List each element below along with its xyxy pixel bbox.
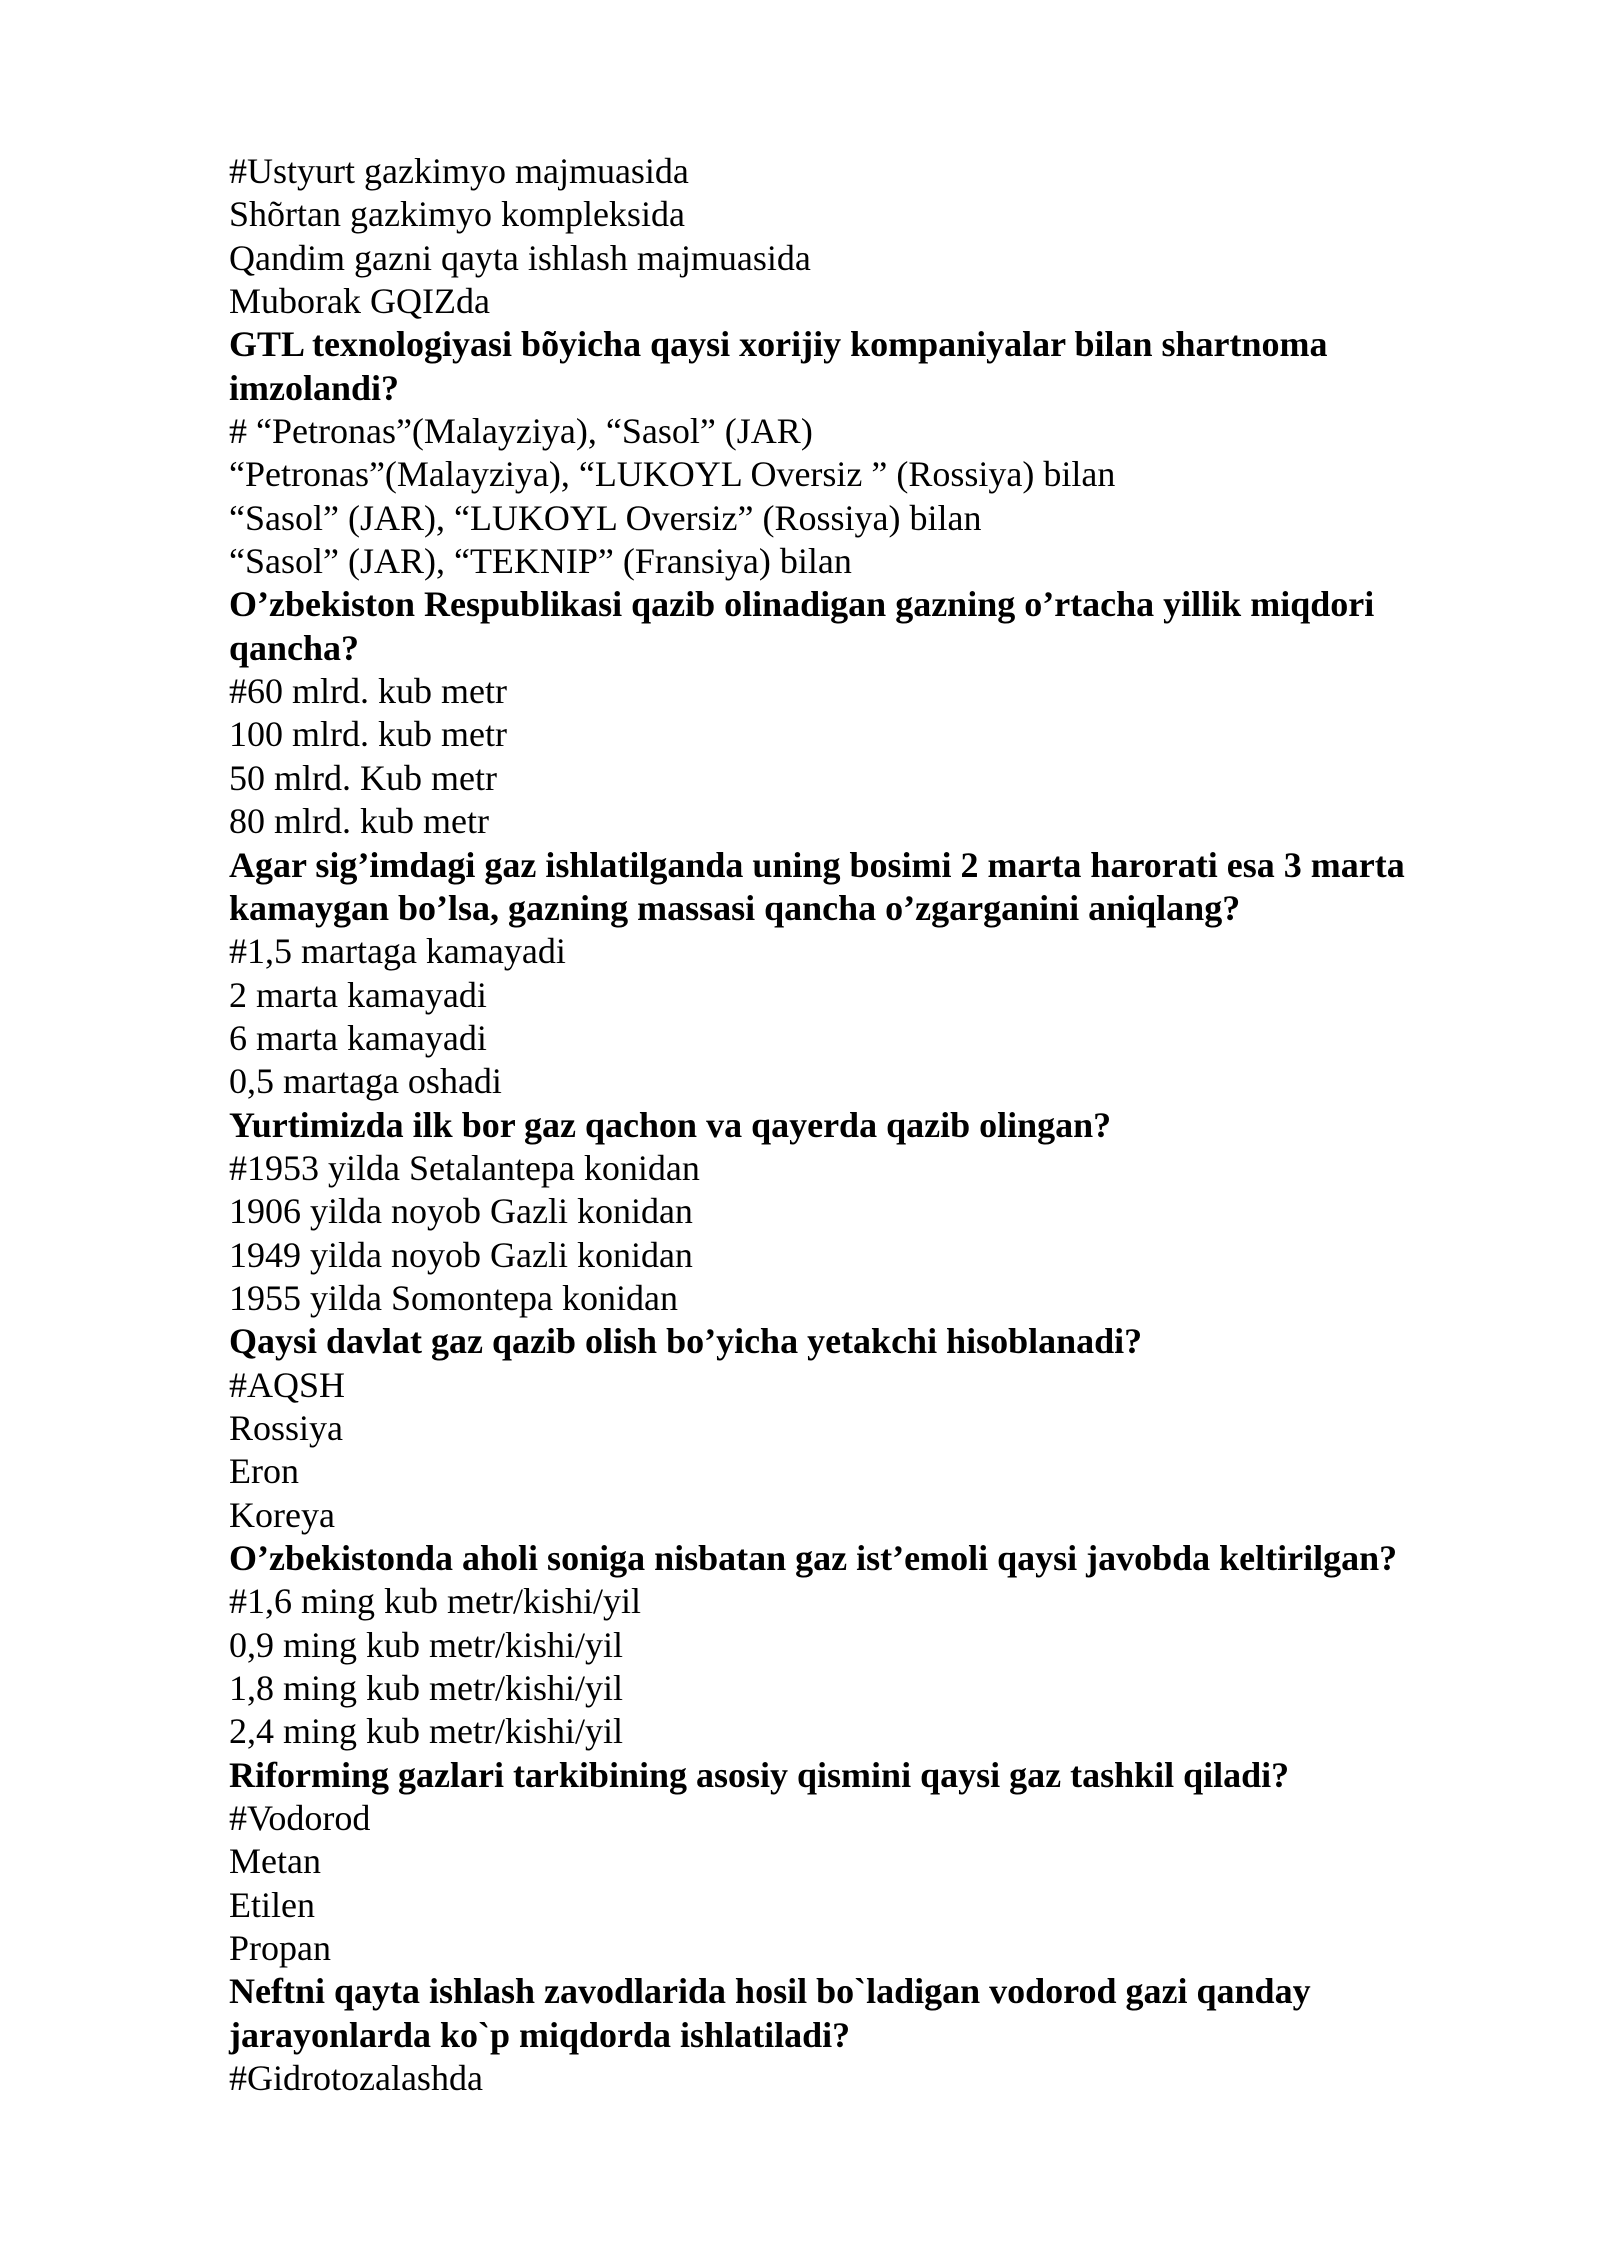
answer-line: 6 marta kamayadi <box>229 1017 487 1058</box>
answer-line: #Vodorod <box>229 1798 371 1839</box>
question-line: Agar sig’imdagi gaz ishlatilganda uning bosimi 2 marta harorati esa 3 marta kamaygan bo’lsa, gazning massasi qancha o’zgarganini aniqlang? <box>229 844 1405 928</box>
answer-line: #Gidrotozalashda <box>229 2058 483 2099</box>
answer-line: “Sasol” (JAR), “TEKNIP” (Fransiya) bilan <box>229 541 852 582</box>
question-line: O’zbekistonda aholi soniga nisbatan gaz ist’emoli qaysi javobda keltirilgan? <box>229 1538 1398 1578</box>
answer-line: “Petronas”(Malayziya), “LUKOYL Oversiz ” (Rossiya) bilan <box>229 454 1116 495</box>
answer-line: Muborak GQIZda <box>229 281 490 322</box>
answer-line: 0,5 martaga oshadi <box>229 1061 502 1102</box>
answer-line: Qandim gazni qayta ishlash majmuasida <box>229 237 811 278</box>
answer-line: Rossiya <box>229 1407 344 1448</box>
answer-line: Koreya <box>229 1494 335 1535</box>
answer-line: 80 mlrd. kub metr <box>229 801 489 842</box>
answer-line: 0,9 ming kub metr/kishi/yil <box>229 1624 623 1665</box>
answer-line: 1955 yilda Somontepa konidan <box>229 1277 678 1318</box>
answer-line: #Ustyurt gazkimyo majmuasida <box>229 151 689 191</box>
question-line: Riforming gazlari tarkibining asosiy qismini qaysi gaz tashkil qiladi? <box>229 1754 1290 1795</box>
question-line: Yurtimizda ilk bor gaz qachon va qayerda qazib olingan? <box>229 1104 1112 1145</box>
answer-line: Propan <box>229 1928 331 1969</box>
answer-line: 2,4 ming kub metr/kishi/yil <box>229 1711 623 1752</box>
answer-line: Metan <box>229 1841 321 1882</box>
answer-line: Etilen <box>229 1884 315 1925</box>
answer-line: # “Petronas”(Malayziya), “Sasol” (JAR) <box>229 411 813 452</box>
answer-line: “Sasol” (JAR), “LUKOYL Oversiz” (Rossiya) bilan <box>229 497 982 538</box>
answer-line: #1953 yilda Setalantepa konidan <box>229 1147 700 1188</box>
answer-line: 2 marta kamayadi <box>229 974 487 1015</box>
answer-line: 1,8 ming kub metr/kishi/yil <box>229 1668 623 1709</box>
answer-line: 50 mlrd. Kub metr <box>229 757 497 798</box>
question-line: Qaysi davlat gaz qazib olish bo’yicha yetakchi hisoblanadi? <box>229 1321 1143 1362</box>
answer-line: 100 mlrd. kub metr <box>229 714 507 755</box>
answer-line: #1,6 ming kub metr/kishi/yil <box>229 1581 641 1622</box>
answer-line: 1906 yilda noyob Gazli konidan <box>229 1191 693 1232</box>
answer-line: Eron <box>229 1451 299 1492</box>
question-line: GTL texnologiyasi bõyicha qaysi xorijiy kompaniyalar bilan shartnoma imzolandi? <box>229 324 1328 408</box>
document-page <box>229 150 1479 2100</box>
answer-line: #AQSH <box>229 1364 346 1405</box>
answer-line: #60 mlrd. kub metr <box>229 671 507 712</box>
answer-line: #1,5 martaga kamayadi <box>229 931 566 972</box>
question-line: Neftni qayta ishlash zavodlarida hosil bo`ladigan vodorod gazi qanday jarayonlarda ko`p miqdorda ishlatiladi? <box>229 1971 1311 2055</box>
answer-line: Shõrtan gazkimyo kompleksida <box>229 194 685 235</box>
question-line: O’zbekiston Respublikasi qazib olinadigan gazning o’rtacha yillik miqdori qancha? <box>229 584 1375 668</box>
answer-line: 1949 yilda noyob Gazli konidan <box>229 1234 693 1275</box>
